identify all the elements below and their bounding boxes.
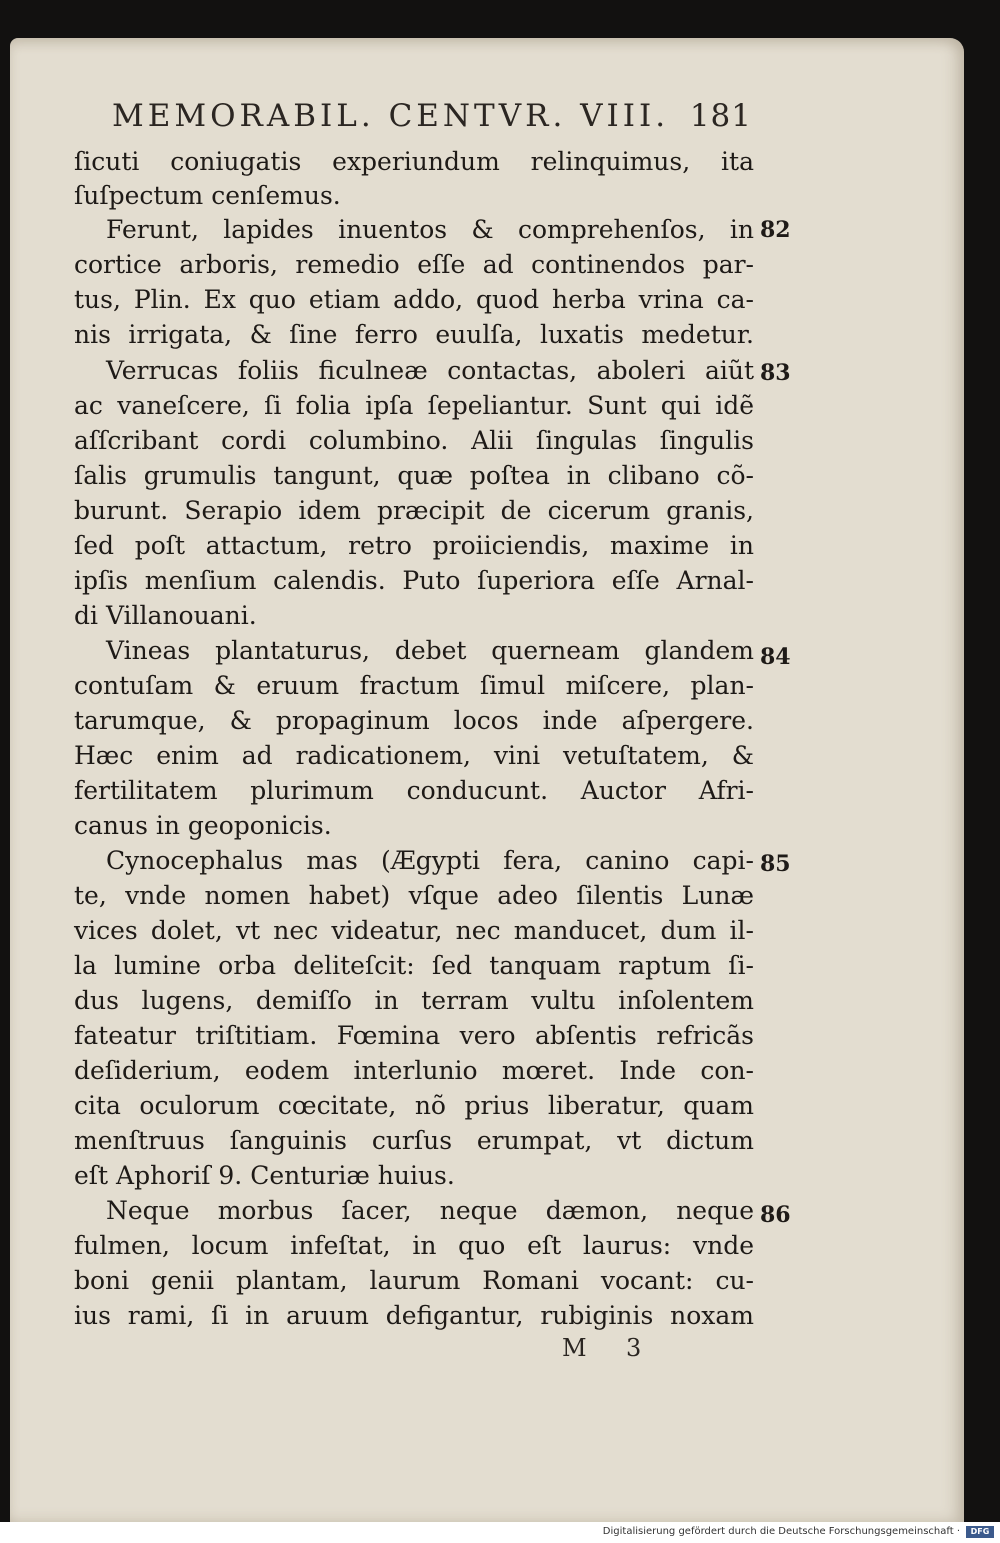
running-header [112, 98, 752, 138]
text-line: Cynocephalus mas (Ægypti fera, canino capi- [106, 846, 754, 875]
text-line: cortice arboris, remedio eſſe ad continendos par- [74, 250, 754, 279]
text-line: ſalis grumulis tangunt, quæ poſtea in clibano cõ- [74, 461, 754, 490]
text-line: ſicuti coniugatis experiundum relinquimus, ita [74, 147, 754, 176]
text-line: vices dolet, vt nec videatur, nec manducet, dum il- [74, 916, 754, 945]
folio-number: 181 [689, 98, 752, 134]
text-line: Vineas plantaturus, debet querneam glandem [106, 636, 754, 665]
running-title: MEMORABIL. CENTVR. VIII. [112, 98, 670, 134]
text-line: te, vnde nomen habet) vſque adeo ſilentis Lunæ [74, 881, 754, 910]
margin-number: 82 [760, 217, 791, 243]
signature-number: 3 [626, 1334, 642, 1362]
text-line: ſed poſt attactum, retro proiiciendis, maxime in [74, 531, 754, 560]
text-line: tarumque, & propaginum locos inde aſpergere. [74, 706, 754, 735]
text-line: deſiderium, eodem interlunio mœret. Inde con- [74, 1056, 754, 1085]
text-line: fateatur triſtitiam. Fœmina vero abſentis refricãs [74, 1021, 754, 1050]
margin-number: 86 [760, 1202, 791, 1228]
text-line: Verrucas foliis ficulneæ contactas, aboleri aiũt [106, 356, 754, 385]
margin-number: 85 [760, 851, 791, 877]
text-line: cita oculorum cœcitate, nõ prius liberatur, quam [74, 1091, 754, 1120]
text-line: ſuſpectum cenſemus. [74, 181, 341, 210]
text-line: ipſis menſium calendis. Puto ſuperiora eſſe Arnal- [74, 566, 754, 595]
text-line: Hæc enim ad radicationem, vini vetuſtatem, & [74, 741, 754, 770]
text-line: ius rami, ſi in aruum defigantur, rubiginis noxam [74, 1301, 754, 1330]
text-line: Ferunt, lapides inuentos & comprehenſos, in [106, 215, 754, 244]
text-line: la lumine orba deliteſcit: ſed tanquam raptum ſi- [74, 951, 754, 980]
funding-credit: Digitalisierung gefördert durch die Deutsche Forschungsgemeinschaft · [602, 1526, 960, 1537]
text-line: contuſam & eruum fractum ſimul miſcere, plan- [74, 671, 754, 700]
text-line: fertilitatem plurimum conducunt. Auctor Afri- [74, 776, 754, 805]
text-line: canus in geoponicis. [74, 811, 332, 840]
text-line: burunt. Serapio idem præcipit de cicerum granis, [74, 496, 754, 525]
text-line: ac vaneſcere, ſi folia ipſa ſepeliantur. Sunt qui idẽ [74, 391, 754, 420]
text-line: Neque morbus ſacer, neque dæmon, neque [106, 1196, 754, 1225]
margin-number: 83 [760, 360, 791, 386]
text-line: boni genii plantam, laurum Romani vocant: cu- [74, 1266, 754, 1295]
text-line: eſt Aphoriſ 9. Centuriæ huius. [74, 1161, 455, 1190]
text-line: fulmen, locum infeſtat, in quo eſt laurus: vnde [74, 1231, 754, 1260]
dfg-logo: DFG [966, 1526, 994, 1538]
text-line: tus, Plin. Ex quo etiam addo, quod herba vrina ca- [74, 285, 754, 314]
margin-number: 84 [760, 644, 791, 670]
text-line: nis irrigata, & ſine ferro euulſa, luxatis medetur. [74, 320, 754, 349]
text-line: aſſcribant cordi columbino. Alii ſingulas ſingulis [74, 426, 754, 455]
text-line: dus lugens, demiſſo in terram vultu inſolentem [74, 986, 754, 1015]
footer-bar [0, 1522, 1000, 1543]
text-line: menſtruus ſanguinis curſus erumpat, vt dictum [74, 1126, 754, 1155]
signature-mark: M [562, 1334, 587, 1362]
text-line: di Villanouani. [74, 601, 257, 630]
